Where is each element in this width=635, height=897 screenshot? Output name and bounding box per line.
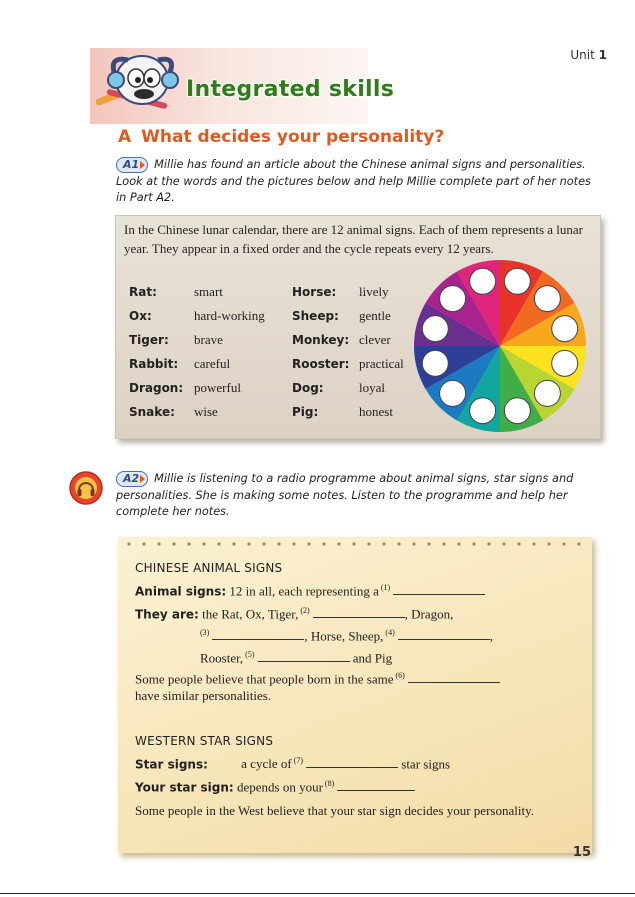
notepad-hole: [502, 542, 505, 545]
blank-4[interactable]: [398, 628, 490, 640]
notepad-hole: [262, 542, 265, 545]
sign-trait: loyal: [359, 380, 385, 395]
animal-sign-icon: [534, 380, 560, 406]
animal-sign-icon: [422, 316, 448, 342]
a2-instructions: [116, 471, 596, 521]
notepad-hole: [247, 542, 250, 545]
notepad-hole: [367, 542, 370, 545]
notepad-hole: [352, 542, 355, 545]
notepad-hole: [547, 542, 550, 545]
notepad-hole: [202, 542, 205, 545]
mascot-illustration: [92, 50, 184, 120]
sign-name: Rabbit:: [129, 357, 179, 371]
sign-trait: lively: [359, 284, 389, 299]
sign-name: Monkey:: [292, 333, 350, 347]
notepad-hole: [277, 542, 280, 545]
notepad-hole: [562, 542, 565, 545]
your-sign-line: Your star sign: depends on your $^{(8)}$: [135, 779, 415, 795]
animal-signs-line: Animal signs: 12 in all, each representing a $^{(1)}$: [135, 583, 485, 599]
bottom-rule: [0, 893, 635, 894]
blank-5[interactable]: [258, 650, 350, 662]
notepad-hole: [442, 542, 445, 545]
animal-sign-icon: [552, 350, 578, 376]
notepad-hole: [487, 542, 490, 545]
section-letter: A: [118, 127, 132, 147]
blank-7[interactable]: [306, 756, 398, 768]
sign-name: Rooster:: [292, 357, 350, 371]
sign-name: Ox:: [129, 309, 152, 323]
section-heading: What decides your personality?: [141, 127, 445, 147]
blank-1[interactable]: [393, 583, 485, 595]
similar-line: have similar personalities.: [135, 688, 272, 703]
notepad-hole: [292, 542, 295, 545]
blank-3[interactable]: [212, 628, 304, 640]
notes-paper: [118, 537, 592, 853]
west-belief: Some people in the West believe that your star sign decides your personality.: [135, 803, 534, 818]
western-heading: WESTERN STAR SIGNS: [135, 734, 274, 748]
sign-name: Dragon:: [129, 381, 184, 395]
notepad-hole: [157, 542, 160, 545]
listening-icon: [68, 470, 104, 506]
a2-badge: A2: [116, 471, 148, 487]
notepad-hole: [142, 542, 145, 545]
animal-sign-icon: [440, 380, 466, 406]
sign-name: Rat:: [129, 285, 157, 299]
sign-name: Pig:: [292, 405, 319, 419]
zodiac-wheel: [412, 258, 588, 434]
sign-trait: clever: [359, 332, 391, 347]
animal-sign-icon: [534, 286, 560, 312]
sign-name: Tiger:: [129, 333, 169, 347]
notepad-hole: [172, 542, 175, 545]
sign-trait: honest: [359, 404, 393, 419]
chinese-heading: CHINESE ANIMAL SIGNS: [135, 561, 283, 575]
notepad-hole: [412, 542, 415, 545]
notepad-hole: [517, 542, 520, 545]
notepad-hole: [322, 542, 325, 545]
animal-sign-icon: [422, 350, 448, 376]
animal-sign-icon: [440, 286, 466, 312]
notepad-hole: [187, 542, 190, 545]
sign-trait: wise: [194, 404, 218, 419]
a1-badge: A1: [116, 157, 148, 173]
a1-instruction-text: Millie has found an article about the Chinese animal signs and personalities. Look at the words and the pictures below and help Millie complete part of her notes in Part A2.: [116, 158, 591, 204]
sign-trait: brave: [194, 332, 223, 347]
horse-sheep-line: $^{(3)}$ , Horse, Sheep, $^{(4)}$ ,: [200, 628, 493, 644]
sign-trait: powerful: [194, 380, 241, 395]
animal-sign-icon: [552, 316, 578, 342]
notepad-holes: [126, 541, 586, 547]
notepad-hole: [457, 542, 460, 545]
animal-sign-icon: [504, 268, 530, 294]
notepad-hole: [532, 542, 535, 545]
notepad-hole: [232, 542, 235, 545]
blank-2[interactable]: [313, 606, 405, 618]
sign-trait: smart: [194, 284, 223, 299]
notepad-hole: [127, 542, 130, 545]
section-title: [118, 127, 444, 147]
animal-sign-icon: [470, 398, 496, 424]
sign-trait: careful: [194, 356, 231, 371]
notepad-hole: [577, 542, 580, 545]
sign-name: Snake:: [129, 405, 175, 419]
notepad-hole: [427, 542, 430, 545]
banner-title: Integrated skills: [186, 77, 395, 102]
they-are-line: They are: the Rat, Ox, Tiger, $^{(2)}$ , Dragon,: [135, 606, 454, 622]
blank-6[interactable]: [408, 671, 500, 683]
blank-8[interactable]: [337, 779, 415, 791]
sign-name: Dog:: [292, 381, 324, 395]
sign-trait: practical: [359, 356, 404, 371]
unit-label: Unit 1: [570, 48, 607, 62]
sign-trait: gentle: [359, 308, 391, 323]
animal-sign-icon: [504, 398, 530, 424]
notepad-hole: [217, 542, 220, 545]
sign-name: Sheep:: [292, 309, 339, 323]
rooster-line: Rooster, $^{(5)}$ and Pig: [200, 650, 393, 666]
star-signs-line: Star signs: a cycle of $^{(7)}$ star signs: [135, 756, 451, 772]
animal-sign-icon: [470, 268, 496, 294]
article-intro: In the Chinese lunar calendar, there are 12 animal signs. Each of them represents a lunar year. They appear in a fixed order and the cycle repeats every 12 years.: [124, 222, 583, 256]
believe-line: Some people believe that people born in the same $^{(6)}$: [135, 671, 500, 687]
notepad-hole: [382, 542, 385, 545]
notepad-hole: [397, 542, 400, 545]
a1-instructions: [116, 157, 596, 207]
sign-trait: hard-working: [194, 308, 265, 323]
notepad-hole: [472, 542, 475, 545]
notepad-hole: [307, 542, 310, 545]
sign-name: Horse:: [292, 285, 337, 299]
page-number: 15: [572, 845, 591, 860]
notepad-hole: [337, 542, 340, 545]
a2-instruction-text: Millie is listening to a radio programme about animal signs, star signs and personalities. She is making some notes. Listen to the programme and help her complete her notes.: [116, 472, 574, 518]
